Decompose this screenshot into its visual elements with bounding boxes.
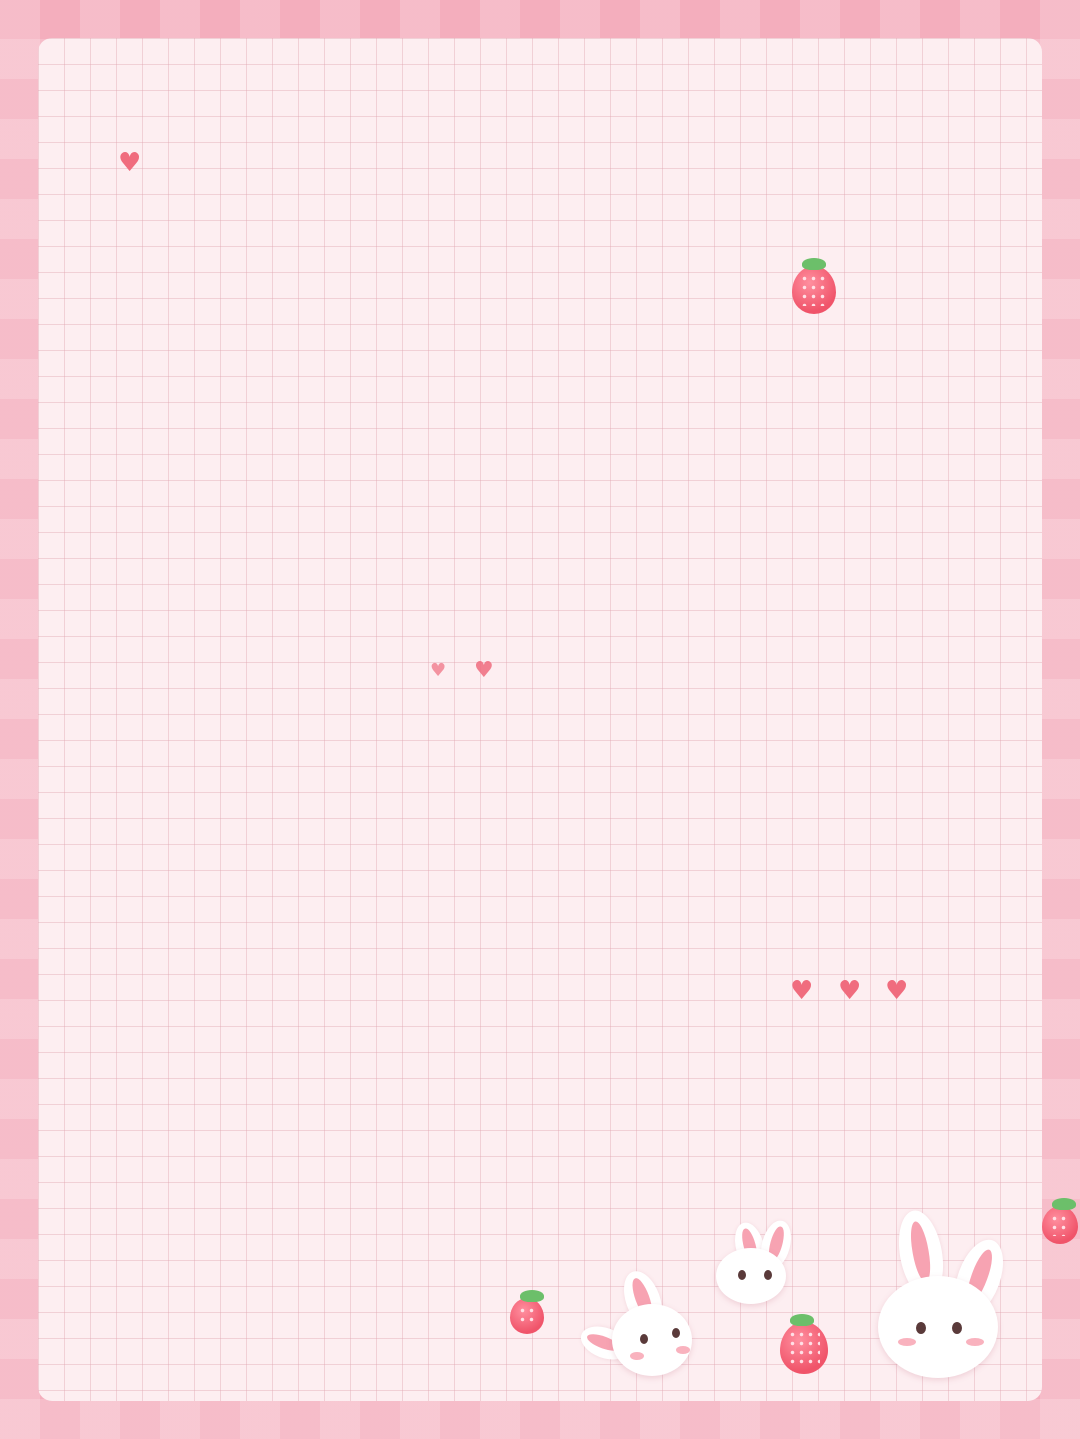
heart-icon: ♥ <box>474 658 494 683</box>
strawberry-icon <box>510 1298 544 1334</box>
heart-icon: ♥ <box>838 976 862 1006</box>
scalloped-paper <box>38 38 1042 1401</box>
heart-icon: ♥ <box>118 148 142 178</box>
heart-icon: ♥ <box>790 976 814 1006</box>
strawberry-icon <box>780 1322 828 1374</box>
heart-icon: ♥ <box>885 976 909 1006</box>
strawberry-icon <box>792 266 836 314</box>
strawberry-icon <box>1042 1206 1078 1244</box>
heart-icon: ♥ <box>430 660 447 681</box>
